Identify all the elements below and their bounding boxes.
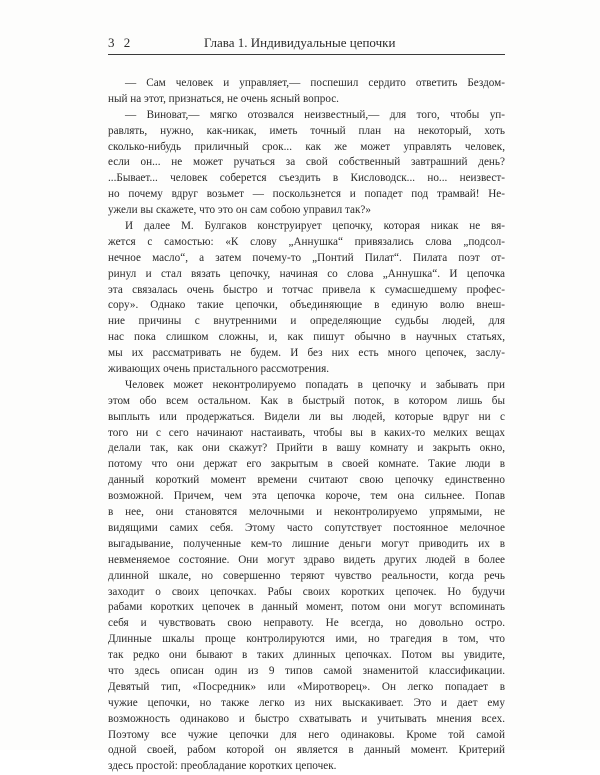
text-line: если он... не может ручаться за свой собственный завтрашний день? (108, 156, 505, 169)
body-text (108, 76, 505, 775)
text-line: нас пока слишком сложны, и, как пишут обычно в научных статьях, (108, 331, 505, 344)
text-line: ние причины с внутренними и определяющие судьбы людей, для (108, 315, 505, 328)
text-line: живающих очень пристального рассмотрения. (108, 363, 330, 376)
chapter-title: Глава 1. Индивидуальные цепочки (204, 35, 396, 50)
text-line: того ни с сего начинают настаивать, чтобы вы в каких-то мелких вещах (108, 426, 505, 439)
text-line: возможность одинаково и быстро схватывать и учитывать мнения всех. (108, 712, 505, 725)
paragraph (108, 219, 505, 378)
text-line: Поэтому все чужие цепочки для него одинаковы. Кроме той самой (108, 728, 505, 741)
paragraph (108, 108, 505, 219)
text-line: нечное масло“, а затем почему-то „Понтий Пилат“. Пилата поэт от- (108, 251, 505, 264)
text-line: так редко они бывают в таких длинных цепочках. Потом вы увидите, (108, 649, 505, 662)
text-line: Длинные шкалы проще контролируются ими, но трагедия в том, что (108, 633, 505, 646)
text-line: видящими самих себя. Этому часто сопутствует постоянное мелочное (108, 521, 505, 534)
text-line: здесь простой: преобладание коротких цепочек. (108, 760, 337, 773)
text-line: что здесь описан один из 9 типов самой знаменитой классификации. (108, 664, 505, 677)
page-number: 3 2 (108, 35, 134, 50)
text-line: в нее, они становятся мелочными и неконтролируемо упрямыми, не (108, 506, 505, 519)
text-line: Человек может неконтролируемо попадать в цепочку и забывать при (125, 378, 505, 391)
text-line: ужели вы скажете, что это он сам собою управил так?» (108, 204, 371, 217)
text-line: возможной. Причем, чем эта цепочка короче, тем она сильнее. Попав (108, 490, 505, 503)
text-line: равлять, нужно, как-никак, иметь точный план на некоторый, хоть (108, 124, 505, 137)
text-line: рабами коротких цепочек в данный момент, потом они могут вспоминать (108, 601, 505, 614)
text-line: ный на этот, признаться, не очень ясный вопрос. (108, 92, 339, 105)
text-line: делали так, как они скажут? Прийти в вашу комнату и закрыть окно, (108, 442, 505, 455)
text-line: выгадывание, полученные кем-то лишние деньги могут приводить их в (108, 537, 505, 550)
text-line: сору». Однако такие цепочки, объединяющие в единую волю внеш- (108, 299, 505, 312)
text-line: — Виноват,— мягко отозвался неизвестный,— для того, чтобы уп- (125, 108, 505, 121)
text-line: длинной шкале, но совершенно теряют чувство реальности, когда речь (108, 569, 505, 582)
text-line: — Сам человек и управляет,— поспешил сердито ответить Бездом- (125, 77, 505, 89)
text-line: ринул и стал вязать цепочку, начиная со слова „Аннушка“. И цепочка (108, 267, 505, 280)
text-line: ...Бывает... человек соберется съездить в Кисловодск... но... неизвест- (108, 172, 505, 185)
text-line: эта связалась очень быстро и тотчас привела к сумасшедшему профес- (108, 283, 505, 296)
text-line: Девятый тип, «Посредник» или «Миротворец». Он легко попадает в (108, 680, 505, 693)
text-line: заходит о своих цепочках. Рабы своих коротких цепочек. Но будучи (108, 585, 505, 598)
text-line: себя и чувствовать свою неправоту. Не всегда, но довольно остро. (108, 617, 505, 630)
text-line: невменяемое состояние. Они могут здраво видеть других людей в более (108, 553, 505, 566)
text-line: данный короткий момент времени считают свою цепочку единственно (108, 474, 505, 487)
text-line: сколько-нибудь приличный срок... как же может управлять человек, (108, 140, 505, 153)
text-line: выплыть или продержаться. Видели ли вы людей, которые вдруг ни с (108, 410, 505, 423)
running-head (108, 34, 505, 55)
paragraph (108, 378, 505, 775)
text-line: И далее М. Булгаков конструирует цепочку, которая никак не вя- (125, 220, 505, 233)
text-line: жется с самостью: «К слову „Аннушка“ привязались слова „подсол- (108, 235, 505, 248)
paragraph (108, 76, 505, 108)
text-line: но почему вдруг возьмет — поскользнется и попадет под трамвай! Не- (108, 188, 505, 201)
text-line: этом обо всем остальном. Как в быстрый поток, в котором лишь бы (108, 394, 505, 407)
text-line: чужие цепочки, но также легко из них выскакивает. Это и дает ему (108, 696, 505, 709)
text-line: одной своей, рабом которой он является в данный момент. Критерий (108, 744, 505, 757)
text-line: мы их рассматривать не будем. И без них есть много цепочек, заслу- (108, 347, 505, 360)
text-line: потому что они держат его закрытым в своей комнате. Такие люди в (108, 458, 505, 471)
